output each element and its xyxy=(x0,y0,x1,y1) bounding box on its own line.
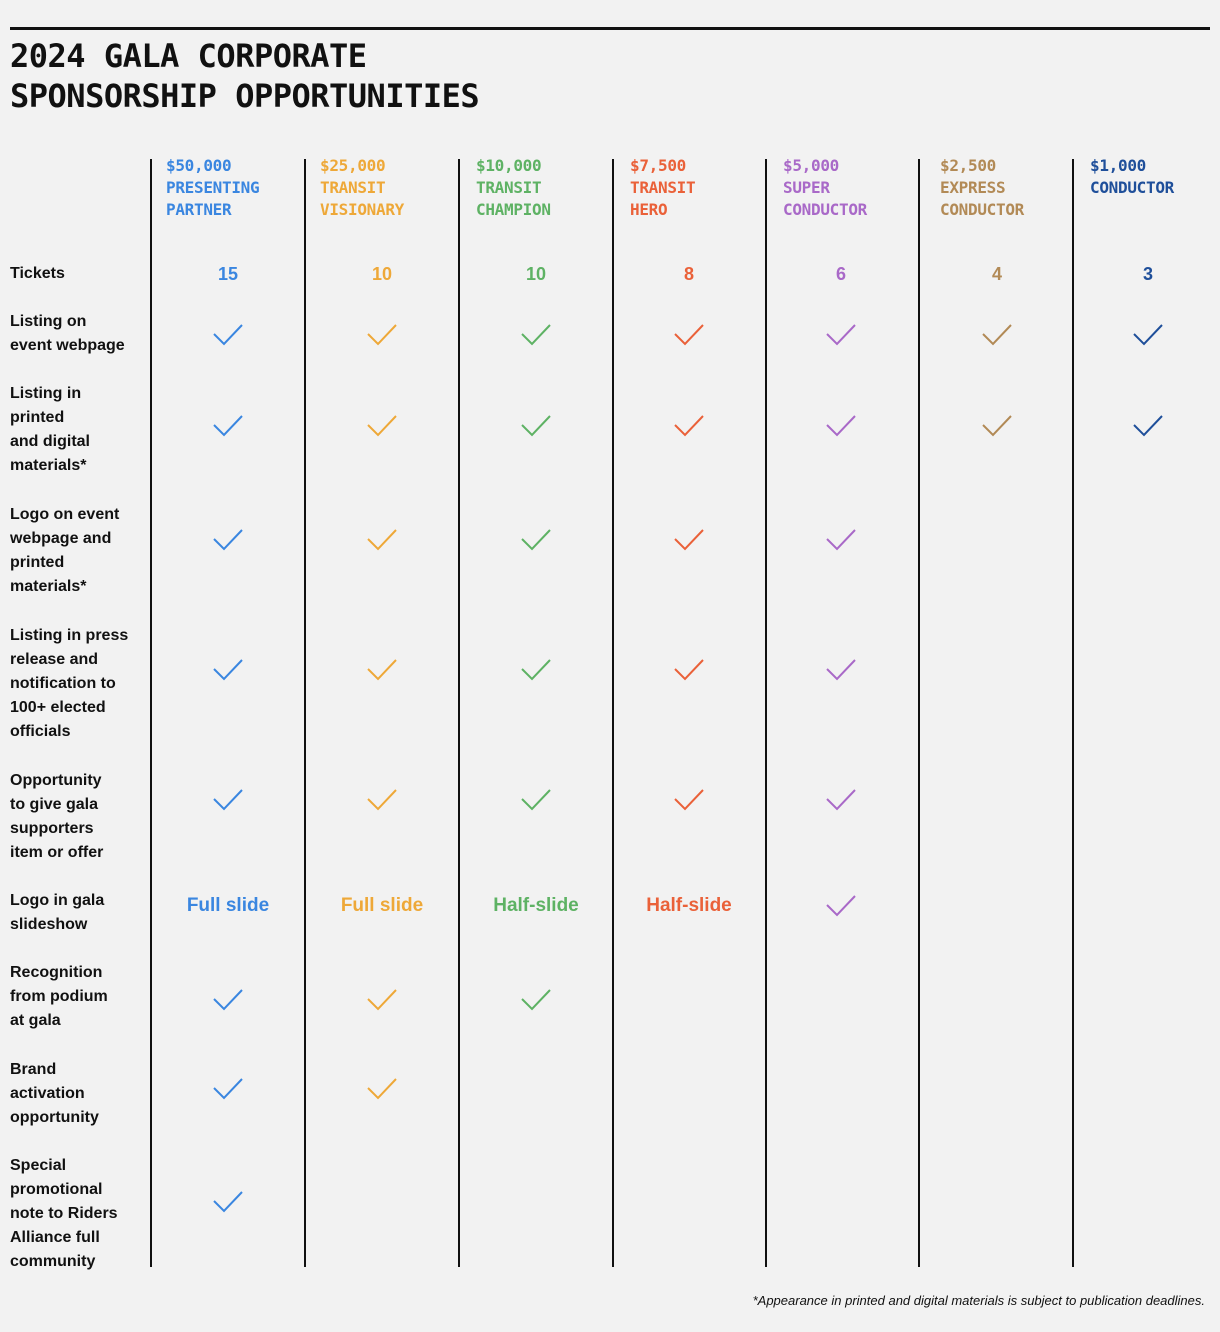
row-label-line: Special xyxy=(10,1157,67,1174)
checkmark-icon xyxy=(825,893,857,919)
column-divider xyxy=(1072,159,1074,1267)
checkmark-icon xyxy=(673,527,705,553)
row-label xyxy=(10,624,145,744)
checkmark-icon xyxy=(520,322,552,348)
checkmark-icon xyxy=(825,657,857,683)
row-label-line: 100+ elected xyxy=(10,699,106,716)
column-divider xyxy=(458,159,460,1267)
tier-price: $1,000 xyxy=(1090,156,1146,175)
title-line: SPONSORSHIP OPPORTUNITIES xyxy=(10,77,480,115)
tier-price: $5,000 xyxy=(783,156,839,175)
checkmark-icon xyxy=(981,322,1013,348)
tier-price: $50,000 xyxy=(166,156,232,175)
row-label-line: Listing in xyxy=(10,385,82,402)
checkmark-icon xyxy=(366,987,398,1013)
tier-price: $7,500 xyxy=(630,156,686,175)
footnote: *Appearance in printed and digital materials is subject to publication deadlines. xyxy=(752,1293,1205,1308)
slide-size: Half-slide xyxy=(646,895,732,916)
checkmark-icon xyxy=(366,787,398,813)
checkmark-icon xyxy=(366,657,398,683)
top-rule xyxy=(10,27,1210,30)
row-label-line: Recognition xyxy=(10,964,103,981)
checkmark-icon xyxy=(212,413,244,439)
checkmark-icon xyxy=(366,527,398,553)
row-label-line: Listing in press xyxy=(10,627,129,644)
checkmark-icon xyxy=(212,527,244,553)
row-label-line: Listing on xyxy=(10,313,87,330)
row-label xyxy=(10,769,145,865)
checkmark-icon xyxy=(825,787,857,813)
checkmark-icon xyxy=(212,1189,244,1215)
row-label-line: and digital xyxy=(10,433,90,450)
row-label-line: printed xyxy=(10,554,65,571)
row-label-line: printed xyxy=(10,409,65,426)
tier-name: TRANSIT xyxy=(320,178,386,197)
row-label xyxy=(10,382,145,478)
checkmark-icon xyxy=(212,987,244,1013)
checkmark-icon xyxy=(1132,413,1164,439)
tier-name: CONDUCTOR xyxy=(783,200,867,219)
checkmark-icon xyxy=(366,1076,398,1102)
tier-price: $10,000 xyxy=(476,156,542,175)
slide-size: Full slide xyxy=(340,895,424,916)
ticket-count: 10 xyxy=(525,264,547,284)
tier-name: CONDUCTOR xyxy=(1090,178,1174,197)
tier-name: PRESENTING xyxy=(166,178,260,197)
row-label-line: promotional xyxy=(10,1181,103,1198)
checkmark-icon xyxy=(520,413,552,439)
checkmark-icon xyxy=(825,322,857,348)
title-line: 2024 GALA CORPORATE xyxy=(10,37,367,75)
row-label-line: from podium xyxy=(10,988,108,1005)
tier-price: $2,500 xyxy=(940,156,996,175)
tier-name: CHAMPION xyxy=(476,200,551,219)
column-divider xyxy=(918,159,920,1267)
page-title xyxy=(10,36,479,116)
row-label-line: notification to xyxy=(10,675,116,692)
tier-name: SUPER xyxy=(783,178,830,197)
row-label-line: event webpage xyxy=(10,337,125,354)
tier-header xyxy=(1090,155,1174,199)
column-divider xyxy=(612,159,614,1267)
row-label-line: webpage and xyxy=(10,530,112,547)
row-label-line: release and xyxy=(10,651,99,668)
ticket-count: 4 xyxy=(991,264,1002,284)
row-label-line: to give gala xyxy=(10,796,99,813)
checkmark-icon xyxy=(673,322,705,348)
checkmark-icon xyxy=(212,322,244,348)
tier-name: TRANSIT xyxy=(476,178,542,197)
tier-name: CONDUCTOR xyxy=(940,200,1024,219)
row-label-line: materials* xyxy=(10,578,87,595)
checkmark-icon xyxy=(366,413,398,439)
row-label xyxy=(10,961,145,1033)
row-label-line: materials* xyxy=(10,457,87,474)
row-label-line: at gala xyxy=(10,1012,61,1029)
tier-header xyxy=(940,155,1024,221)
row-label-line: Logo on event xyxy=(10,506,120,523)
row-label xyxy=(10,503,145,599)
tier-name: PARTNER xyxy=(166,200,232,219)
checkmark-icon xyxy=(1132,322,1164,348)
ticket-count: 3 xyxy=(1142,264,1153,284)
checkmark-icon xyxy=(212,657,244,683)
checkmark-icon xyxy=(520,987,552,1013)
tier-header xyxy=(783,155,867,221)
row-label-line: slideshow xyxy=(10,916,88,933)
row-label xyxy=(10,310,145,358)
checkmark-icon xyxy=(825,527,857,553)
checkmark-icon xyxy=(673,413,705,439)
tier-name: EXPRESS xyxy=(940,178,1006,197)
row-label-line: Opportunity xyxy=(10,772,102,789)
row-label-line: item or offer xyxy=(10,844,104,861)
column-divider xyxy=(304,159,306,1267)
tier-header xyxy=(476,155,551,221)
column-divider xyxy=(150,159,152,1267)
column-divider xyxy=(765,159,767,1267)
tier-name: TRANSIT xyxy=(630,178,696,197)
row-label xyxy=(10,1058,145,1130)
checkmark-icon xyxy=(366,322,398,348)
tier-header xyxy=(630,155,695,221)
checkmark-icon xyxy=(981,413,1013,439)
checkmark-icon xyxy=(212,1076,244,1102)
ticket-count: 8 xyxy=(683,264,694,284)
checkmark-icon xyxy=(673,787,705,813)
checkmark-icon xyxy=(520,527,552,553)
row-label-line: Alliance full xyxy=(10,1229,100,1246)
checkmark-icon xyxy=(212,787,244,813)
row-label-line: note to Riders xyxy=(10,1205,118,1222)
row-label-line: opportunity xyxy=(10,1109,99,1126)
slide-size: Full slide xyxy=(186,895,270,916)
row-label-line: officials xyxy=(10,723,71,740)
row-label-line: activation xyxy=(10,1085,85,1102)
tier-name: HERO xyxy=(630,200,668,219)
row-label-line: supporters xyxy=(10,820,94,837)
ticket-count: 6 xyxy=(835,264,846,284)
checkmark-icon xyxy=(520,787,552,813)
row-label-line: community xyxy=(10,1253,96,1270)
checkmark-icon xyxy=(520,657,552,683)
slide-size: Half-slide xyxy=(493,895,579,916)
row-label xyxy=(10,262,145,286)
row-label-line: Brand xyxy=(10,1061,57,1078)
tier-name: VISIONARY xyxy=(320,200,404,219)
row-label xyxy=(10,1154,145,1274)
ticket-count: 10 xyxy=(371,264,393,284)
tier-header xyxy=(166,155,259,221)
checkmark-icon xyxy=(825,413,857,439)
ticket-count: 15 xyxy=(217,264,239,284)
tier-header xyxy=(320,155,404,221)
row-label-line: Tickets xyxy=(10,265,65,282)
row-label-line: Logo in gala xyxy=(10,892,105,909)
row-label xyxy=(10,889,145,937)
tier-price: $25,000 xyxy=(320,156,386,175)
checkmark-icon xyxy=(673,657,705,683)
